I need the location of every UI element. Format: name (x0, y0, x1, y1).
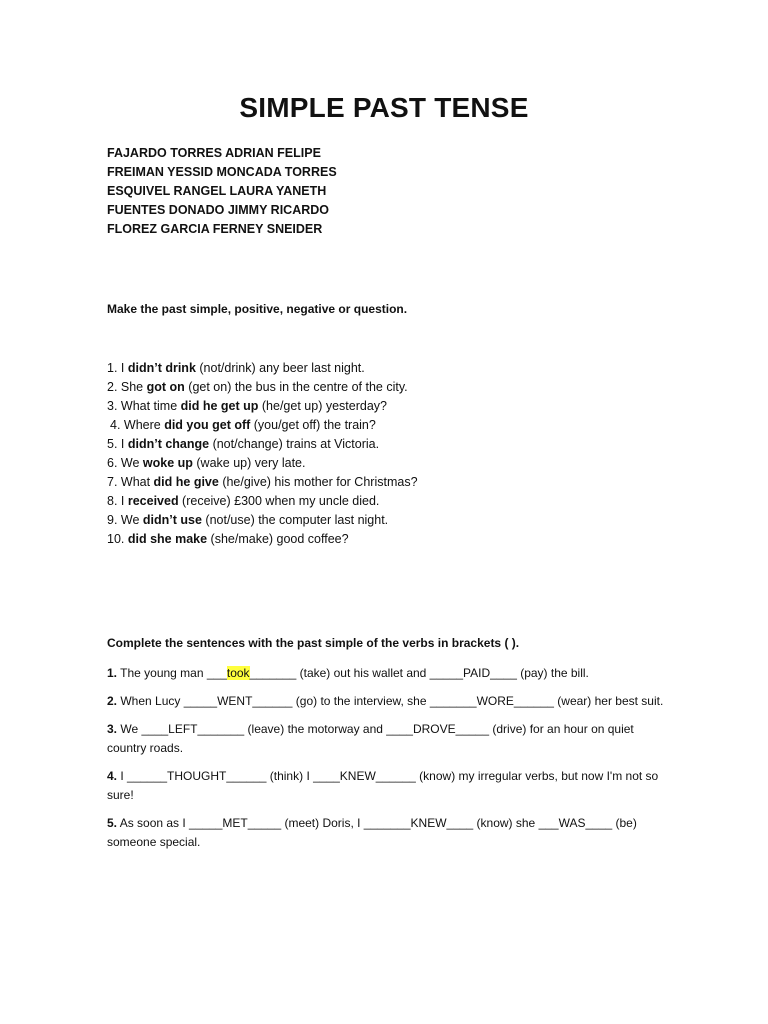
exercise1-list (107, 359, 418, 549)
exercise2-question (107, 664, 667, 683)
item-answer: didn’t drink (127, 361, 196, 375)
exercise2-list (107, 664, 667, 861)
item-answer: did he get up (180, 399, 259, 413)
item-answer: received (127, 494, 179, 508)
exercise2-question (107, 720, 667, 758)
item-text: 9. We (107, 513, 143, 527)
exercise1-item (107, 416, 418, 435)
exercise1-item (107, 530, 418, 549)
item-answer: woke up (142, 456, 193, 470)
item-answer: did he give (153, 475, 219, 489)
question-text: As soon as I _____MET_____ (meet) Doris, I _______KNEW____ (know) she ___WAS____ (be) someone special. (107, 816, 637, 849)
author-list (107, 144, 337, 239)
exercise1-item (107, 435, 418, 454)
item-text: 5. I (107, 437, 128, 451)
question-number: 5. (107, 816, 118, 830)
item-text: (receive) £300 when my uncle died. (178, 494, 380, 508)
item-text: (wake up) very late. (192, 456, 306, 470)
author-name: FREIMAN YESSID MONCADA TORRES (107, 165, 337, 179)
exercise1-item (107, 492, 418, 511)
exercise2-question (107, 814, 667, 852)
item-text: (he/give) his mother for Christmas? (218, 475, 418, 489)
exercise1-item (107, 511, 418, 530)
question-number: 1. (107, 666, 118, 680)
item-answer: didn’t use (142, 513, 202, 527)
item-text: 3. What time (107, 399, 181, 413)
item-text: 2. She (107, 380, 147, 394)
exercise2-question (107, 692, 667, 711)
item-text: 6. We (107, 456, 143, 470)
item-text: (not/use) the computer last night. (201, 513, 389, 527)
item-answer: got on (146, 380, 185, 394)
item-text: (he/get up) yesterday? (258, 399, 387, 413)
item-text: 4. Where (110, 418, 165, 432)
item-text: (get on) the bus in the centre of the city. (184, 380, 408, 394)
item-text: 8. I (107, 494, 128, 508)
author-name: FUENTES DONADO JIMMY RICARDO (107, 203, 330, 217)
item-text: (she/make) good coffee? (207, 532, 349, 546)
item-answer: did you get off (164, 418, 251, 432)
item-text: 1. I (107, 361, 128, 375)
author-name: ESQUIVEL RANGEL LAURA YANETH (107, 184, 327, 198)
exercise1-instruction: Make the past simple, positive, negative or question. (107, 302, 408, 316)
exercise1-item (107, 473, 418, 492)
item-text: 7. What (107, 475, 154, 489)
author-name: FLOREZ GARCIA FERNEY SNEIDER (107, 222, 323, 236)
item-text: (you/get off) the train? (250, 418, 376, 432)
highlighted-answer: took (226, 666, 250, 680)
question-number: 4. (107, 769, 118, 783)
question-text: When Lucy _____WENT______ (go) to the interview, she _______WORE______ (wear) her best suit. (117, 694, 664, 708)
author-name: FAJARDO TORRES ADRIAN FELIPE (107, 146, 321, 160)
exercise1-item (107, 359, 418, 378)
question-text: We ____LEFT_______ (leave) the motorway and ____DROVE_____ (drive) for an hour on quiet country roads. (107, 722, 634, 755)
item-answer: did she make (127, 532, 208, 546)
item-text: (not/change) trains at Victoria. (209, 437, 380, 451)
question-number: 3. (107, 722, 118, 736)
exercise2-question (107, 767, 667, 805)
exercise1-item (107, 397, 418, 416)
item-text: 10. (107, 532, 128, 546)
question-text: I ______THOUGHT______ (think) I ____KNEW______ (know) my irregular verbs, but now I'm not so sure! (107, 769, 659, 802)
question-number: 2. (107, 694, 118, 708)
exercise2-instruction: Complete the sentences with the past simple of the verbs in brackets ( ). (107, 636, 520, 650)
question-text: The young man ___ (117, 666, 227, 680)
item-answer: didn’t change (127, 437, 210, 451)
exercise1-item (107, 378, 418, 397)
page-title: SIMPLE PAST TENSE (239, 92, 529, 123)
item-text: (not/drink) any beer last night. (195, 361, 365, 375)
question-text: _______ (take) out his wallet and _____PAID____ (pay) the bill. (249, 666, 589, 680)
exercise1-item (107, 454, 418, 473)
